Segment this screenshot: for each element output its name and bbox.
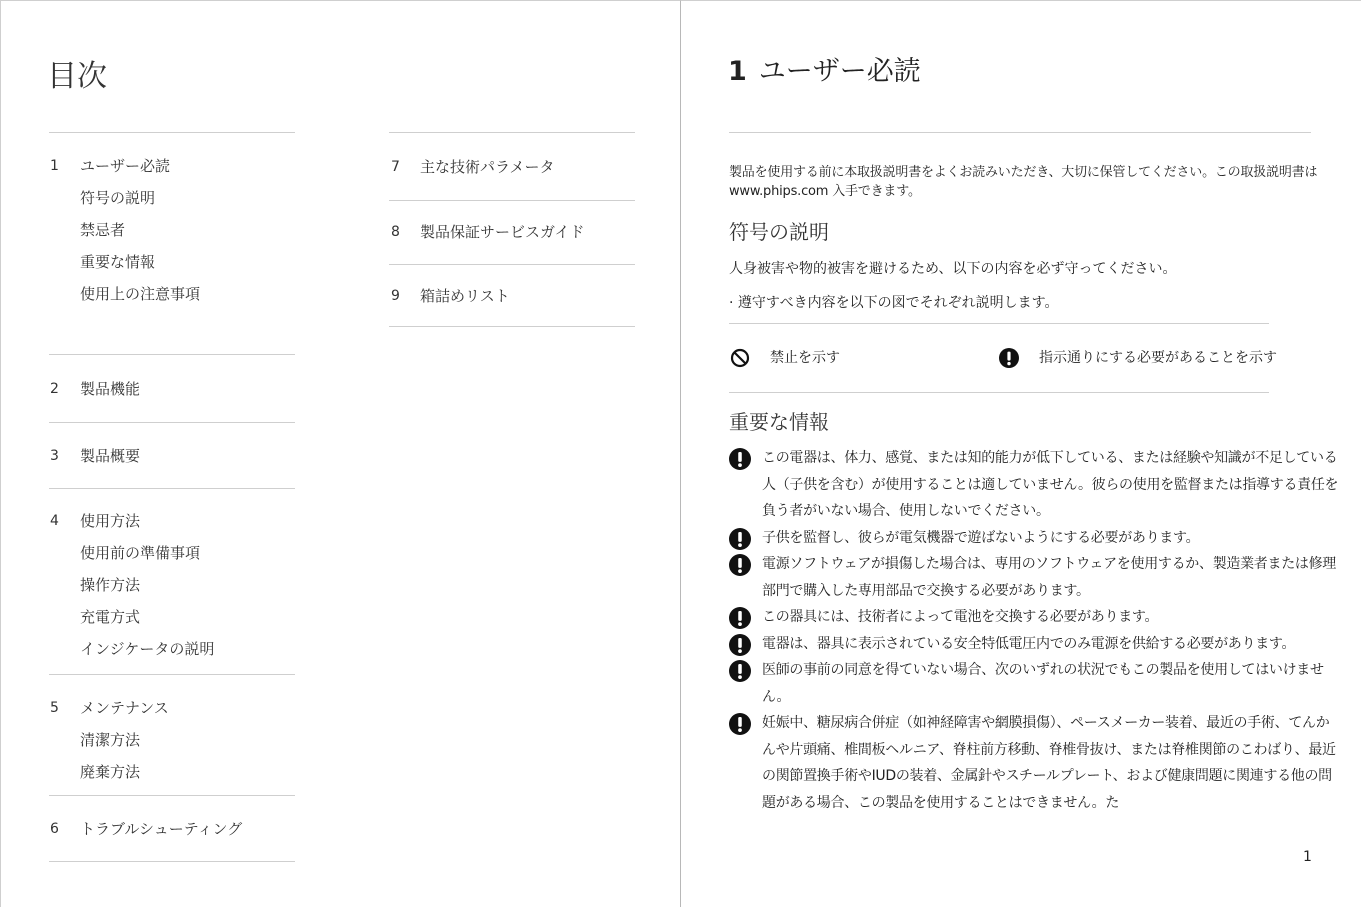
toc-entry-label: トラブルシューティング [80, 820, 243, 838]
toc-entry-label: 充電方式 [80, 608, 141, 626]
chapter-title [728, 49, 921, 88]
exclamation-icon [729, 660, 751, 682]
toc-entry[interactable] [49, 756, 295, 788]
exclamation-icon [729, 607, 751, 629]
exclamation-icon [729, 528, 751, 550]
toc-entry[interactable] [389, 280, 635, 312]
toc-column-1 [49, 132, 295, 862]
page-number: 1 [1303, 849, 1312, 865]
toc-entry-label: 製品保証サービスガイド [420, 223, 585, 241]
prohibit-icon [730, 348, 750, 368]
toc-entry-number: 7 [391, 159, 400, 175]
toc-entry[interactable] [389, 151, 635, 183]
toc-entry[interactable] [49, 150, 295, 182]
toc-entry[interactable] [49, 813, 295, 845]
exclamation-icon [729, 554, 751, 576]
toc-entry-label: 符号の説明 [80, 189, 156, 207]
warning-item [729, 551, 1339, 604]
toc-entry-number: 9 [391, 288, 400, 304]
toc-entry[interactable] [49, 601, 295, 633]
warning-item [729, 710, 1339, 816]
exclamation-icon [999, 348, 1019, 368]
toc-entry[interactable] [49, 182, 295, 214]
warning-item [729, 604, 1339, 631]
toc-title: 目次 [47, 59, 107, 94]
toc-section-6 [49, 795, 295, 862]
toc-entry-number: 5 [50, 700, 59, 716]
chapter-title-text: ユーザー必読 [758, 56, 921, 87]
warning-list [729, 445, 1339, 816]
exclamation-icon [729, 634, 751, 656]
warning-item [729, 631, 1339, 658]
toc-section-1 [49, 132, 295, 354]
toc-entry-label: 製品機能 [80, 380, 141, 398]
toc-entry-label: 廃棄方法 [80, 763, 141, 781]
toc-entry-number: 2 [50, 381, 59, 397]
symbols-top-divider [729, 323, 1269, 324]
toc-entry-label: 使用方法 [80, 512, 141, 530]
toc-entry[interactable] [49, 537, 295, 569]
toc-entry[interactable] [49, 214, 295, 246]
symbols-heading: 符号の説明 [729, 220, 829, 244]
exclamation-icon [729, 713, 751, 735]
warning-text: 電器は、器具に表示されている安全特低電圧内でのみ電源を供給する必要があります。 [762, 635, 1296, 652]
toc-entry-number: 6 [50, 821, 59, 837]
warning-item [729, 445, 1339, 525]
symbols-paragraph-1: 人身被害や物的被害を避けるため、以下の内容を必ず守ってください。 [729, 261, 1177, 277]
toc-entry[interactable] [49, 505, 295, 537]
toc-entry[interactable] [49, 633, 295, 665]
toc-entry[interactable] [49, 373, 295, 405]
intro-text: 製品を使用する前に本取扱説明書をよくお読みいただき、大切に保管してください。この取扱説明書はwww.phips.com 入手できます。 [729, 165, 1318, 199]
toc-entry-label: 主な技術パラメータ [420, 158, 555, 176]
toc-entry-label: インジケータの説明 [80, 640, 215, 658]
toc-entry-label: 重要な情報 [80, 253, 156, 271]
toc-entry-label: メンテナンス [80, 699, 169, 717]
toc-entry[interactable] [49, 278, 295, 310]
toc-entry-label: 使用前の準備事項 [80, 544, 201, 562]
warning-item [729, 525, 1339, 552]
toc-section-3 [49, 422, 295, 488]
toc-entry-label: 操作方法 [80, 576, 141, 594]
symbol-mandatory-label: 指示通りにする必要があることを示す [1039, 350, 1277, 366]
toc-entry-label: 使用上の注意事項 [80, 285, 201, 303]
toc-entry-number: 3 [50, 448, 59, 464]
toc-entry-label: 清潔方法 [80, 731, 141, 749]
warning-text: 妊娠中、糖尿病合併症（如神経障害や網膜損傷）、ペースメーカー装着、最近の手術、てんかんや片頭痛、椎間板ヘルニア、脊柱前方移動、脊椎骨抜け、または脊椎関節のこわばり、最近の関節置換手術やIUDの装着、金属針やスチールプレート、および健康問題に関連する他の問題がある場合、この製品を使用することはできません。た [762, 715, 1336, 811]
toc-entry-label: ユーザー必読 [80, 157, 171, 175]
toc-entry-number: 1 [50, 158, 59, 174]
toc-entry[interactable] [49, 724, 295, 756]
toc-entry[interactable] [49, 440, 295, 472]
toc-entry[interactable] [389, 216, 635, 248]
toc-entry[interactable] [49, 246, 295, 278]
toc-section-4 [49, 488, 295, 674]
toc-column-2 [389, 132, 635, 327]
toc-section-8 [389, 200, 635, 264]
toc-section-7 [389, 132, 635, 200]
warning-text: この器具には、技術者によって電池を交換する必要があります。 [762, 609, 1159, 625]
title-divider [729, 132, 1311, 133]
toc-section-9 [389, 264, 635, 327]
symbols-bottom-divider [729, 392, 1269, 393]
toc-entry[interactable] [49, 692, 295, 724]
chapter-number: 1 [728, 56, 747, 87]
warning-text: この電器は、体力、感覚、または知的能力が低下している、または経験や知識が不足している人（子供を含む）が使用することは適していません。彼らの使用を監督または指導する責任を負う者がいない場合、使用しないでください。 [762, 450, 1339, 519]
warning-text: 電源ソフトウェアが損傷した場合は、専用のソフトウェアを使用するか、製造業者または修理部門で購入した専用部品で交換する必要があります。 [762, 556, 1336, 599]
toc-entry-number: 8 [391, 224, 400, 240]
content-page [680, 0, 1361, 907]
toc-section-2 [49, 354, 295, 422]
warning-text: 医師の事前の同意を得ていない場合、次のいずれの状況でもこの製品を使用してはいけません。 [762, 662, 1324, 705]
warning-item [729, 657, 1339, 710]
important-heading: 重要な情報 [729, 410, 829, 434]
toc-entry-number: 4 [50, 513, 59, 529]
toc-entry[interactable] [49, 569, 295, 601]
toc-section-5 [49, 674, 295, 795]
warning-text: 子供を監督し、彼らが電気機器で遊ばないようにする必要があります。 [762, 529, 1200, 546]
toc-entry-label: 箱詰めリスト [420, 287, 510, 305]
symbol-prohibit-label: 禁止を示す [770, 350, 840, 366]
symbols-paragraph-2: · 遵守すべき内容を以下の図でそれぞれ説明します。 [729, 295, 1059, 311]
exclamation-icon [729, 448, 751, 470]
toc-entry-label: 製品概要 [80, 447, 141, 465]
toc-entry-label: 禁忌者 [80, 221, 126, 239]
